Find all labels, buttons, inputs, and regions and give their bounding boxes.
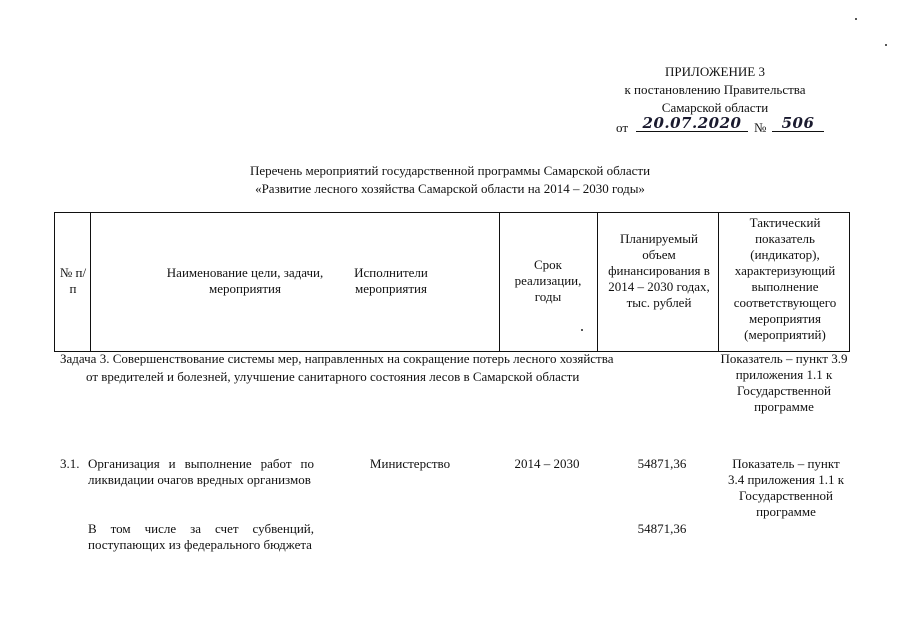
row-executor: Министерство [369, 456, 451, 471]
appendix-line-2: Самарской области [661, 100, 769, 115]
document-number: 506 [772, 115, 824, 132]
number-label: № [754, 120, 767, 135]
subrow-funding: 54871,36 [637, 521, 687, 536]
header-executors-text: Исполнители мероприятия [354, 265, 428, 296]
appendix-title: ПРИЛОЖЕНИЕ 3 [665, 64, 765, 79]
header-term-text: Срок реализации, годы [514, 257, 582, 304]
row-term: 2014 – 2030 [514, 456, 580, 471]
document-title-line-2: «Развитие лесного хозяйства Самарской области на 2014 – 2030 годы» [255, 181, 645, 196]
row-funding: 54871,36 [637, 456, 687, 471]
divider [718, 213, 719, 351]
divider [90, 213, 91, 351]
appendix-line-1: к постановлению Правительства [624, 82, 806, 97]
scan-speck [855, 18, 857, 20]
document-title-line-1: Перечень мероприятий государственной программы Самарской области [249, 163, 651, 178]
header-num-text: № п/п [59, 265, 87, 296]
appendix-date-line [616, 114, 846, 136]
table-header-grid [54, 212, 850, 352]
row-number: 3.1. [60, 456, 80, 471]
row-indicator: Показатель – пункт 3.4 приложения 1.1 к Государственной программе [727, 456, 845, 519]
from-label: от [616, 120, 629, 135]
header-funding-text: Планируемый объем финансирования в 2014 – 2030 годах, тыс. рублей [608, 231, 710, 310]
task-line-2: от вредителей и болезней, улучшение санитарного состояния лесов в Самарской области [86, 369, 580, 384]
subrow-name: В том числе за счет субвенций, поступающих из федерального бюджета [88, 521, 314, 552]
scan-speck [581, 329, 583, 331]
divider [499, 213, 500, 351]
row-name: Организация и выполнение работ по ликвидации очагов вредных организмов [88, 456, 314, 487]
divider [597, 213, 598, 351]
scan-speck [885, 44, 887, 46]
task-line-1: Задача 3. Совершенствование системы мер, направленных на сокращение потерь лесного хозяйства [60, 351, 614, 366]
task-indicator: Показатель – пункт 3.9 приложения 1.1 к Государственной программе [720, 351, 848, 414]
header-name-text: Наименование цели, задачи, мероприятия [166, 265, 324, 296]
header-indicator-text: Тактический показатель (индикатор), характеризующий выполнение соответствующего мероприятия (мероприятий) [733, 215, 837, 342]
document-date: 20.07.2020 [636, 115, 748, 132]
